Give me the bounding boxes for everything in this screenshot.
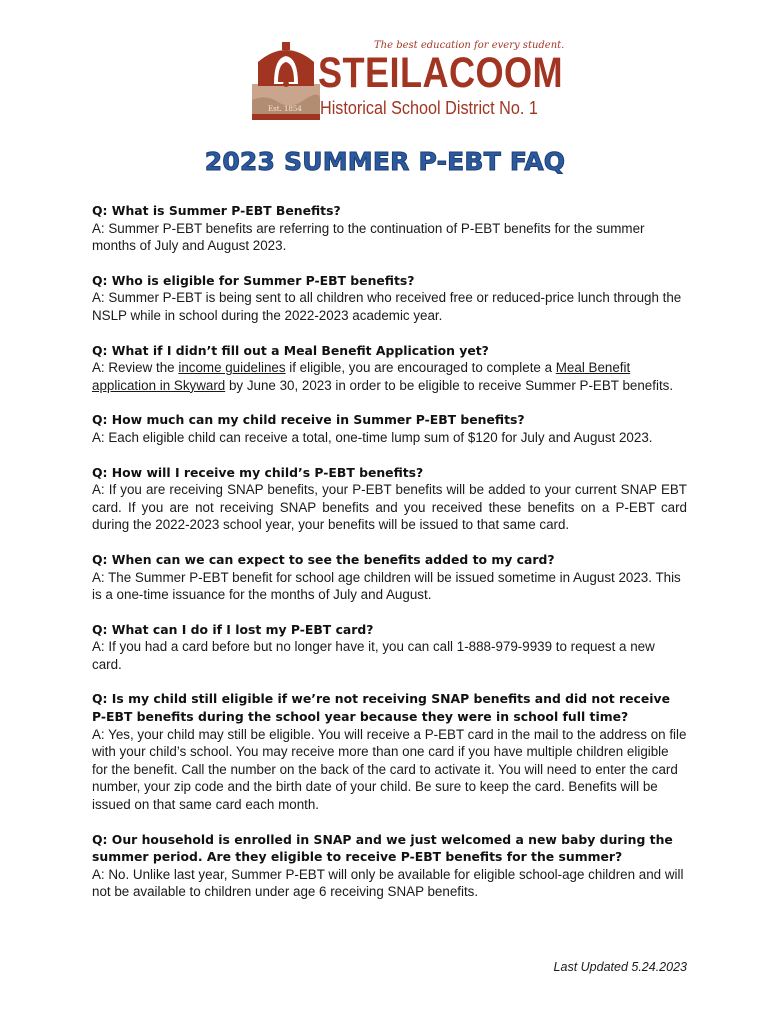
faq-answer: A: No. Unlike last year, Summer P-EBT will only be available for eligible school-age children and will not be available to children under age 6 receiving SNAP benefits. <box>92 866 684 900</box>
faq-answer <box>92 359 687 394</box>
faq-answer: A: If you had a card before but no longer have it, you can call 1-888-979-9939 to request a new card. <box>92 639 655 672</box>
faq-item <box>92 342 687 395</box>
faq-item <box>92 551 687 604</box>
page-title: 2023 SUMMER P-EBT FAQ <box>204 147 566 176</box>
faq-item <box>92 690 687 813</box>
faq-item <box>92 202 687 255</box>
answer-text: A: Review the <box>92 360 179 376</box>
faq-answer: A: Each eligible child can receive a total, one-time lump sum of $120 for July and August 2023. <box>92 429 653 445</box>
faq-question: Q: Who is eligible for Summer P-EBT benefits? <box>92 272 415 288</box>
faq-item <box>92 411 687 446</box>
faq-question: Q: What can I do if I lost my P-EBT card? <box>92 621 374 637</box>
logo-subtitle: Historical School District No. 1 <box>320 98 538 118</box>
logo-tagline: The best education for every student. <box>374 40 565 51</box>
answer-text: if eligible, you are encouraged to complete a <box>285 360 556 376</box>
logo-name: STEILACOOM <box>318 49 564 97</box>
faq-item <box>92 464 687 534</box>
faq-question: Q: How much can my child receive in Summer P-EBT benefits? <box>92 412 525 428</box>
faq-answer: A: The Summer P-EBT benefit for school age children will be issued sometime in August 2023. This is a one-time issuance for the months of July and August. <box>92 569 681 603</box>
faq-item <box>92 831 687 901</box>
faq-question: Q: When can we can expect to see the benefits added to my card? <box>92 551 555 567</box>
last-updated: Last Updated 5.24.2023 <box>553 960 687 974</box>
faq-item <box>92 621 687 674</box>
faq-question: Q: Our household is enrolled in SNAP and we just welcomed a new baby during the summer period. Are they eligible to receive P-EBT benefits for the summer? <box>92 831 673 865</box>
answer-text: by June 30, 2023 in order to be eligible to receive Summer P-EBT benefits. <box>225 377 674 393</box>
faq-question: Q: How will I receive my child’s P-EBT benefits? <box>92 464 424 480</box>
faq-question: Q: What is Summer P-EBT Benefits? <box>92 203 341 218</box>
faq-answer: A: Yes, your child may still be eligible. You will receive a P-EBT card in the mail to the address on file with your child’s school. You may receive more than one card if you have multiple children eligible for the benefit. Call the number on the back of the card to activate it. You will need to enter the card number, your zip code and the birth date of your child. Be sure to keep the card. Benefits will be issued on that same card each month. <box>92 726 687 813</box>
faq-answer: A: Summer P-EBT benefits are referring to the continuation of P-EBT benefits for the summer months of July and August 2023. <box>92 220 645 254</box>
faq-item <box>92 272 687 325</box>
faq-answer: A: If you are receiving SNAP benefits, your P-EBT benefits will be added to your current SNAP EBT card. If you are not receiving SNAP benefits and you received these benefits on a P-EBT card during the 2022-2023 school year, your benefits will be issued to that same card. <box>92 482 687 533</box>
faq-list <box>92 202 687 918</box>
faq-answer: A: Summer P-EBT is being sent to all children who received free or reduced-price lunch through the NSLP while in school during the 2022-2023 academic year. <box>92 290 682 323</box>
income-guidelines-link[interactable]: income guidelines <box>178 360 286 376</box>
meal-benefit-application-link[interactable]: Meal Benefit application in Skyward <box>92 360 631 393</box>
faq-question: Q: What if I didn’t fill out a Meal Benefit Application yet? <box>92 342 489 358</box>
faq-question: Q: Is my child still eligible if we’re not receiving SNAP benefits and did not receive P-EBT benefits during the school year because they were in school full time? <box>92 691 670 725</box>
logo-established: Est. 1854 <box>268 105 302 113</box>
district-logo <box>252 38 565 122</box>
